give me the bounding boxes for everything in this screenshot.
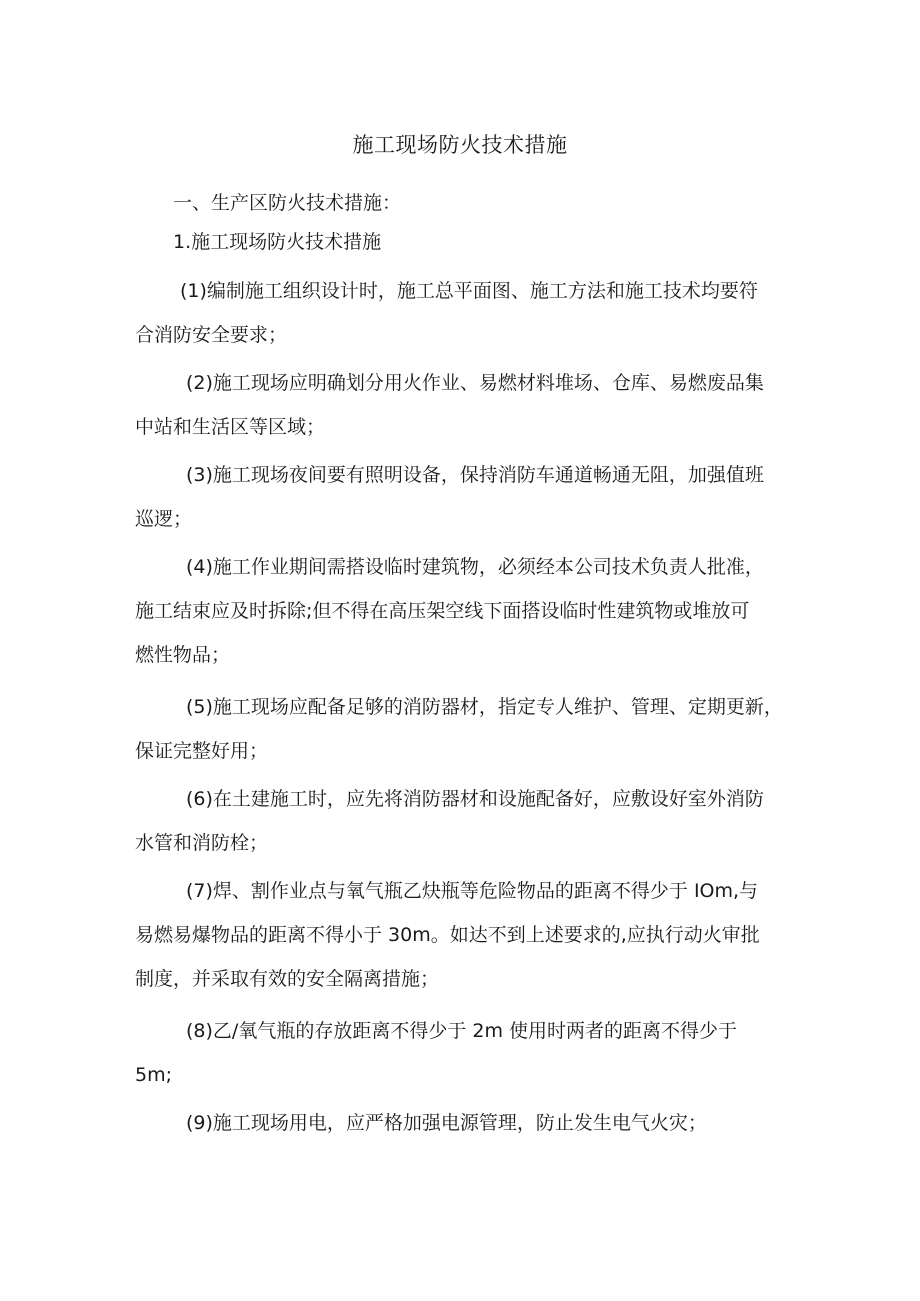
item-7-line-3: 制度，并采取有效的安全隔离措施； [135, 968, 440, 990]
item-2-line-2: 中站和生活区等区域； [135, 416, 326, 438]
list-item [135, 544, 790, 678]
item-4-line-3: 燃性物品； [135, 644, 231, 666]
item-7-line-2: 易燃易爆物品的距离不得小于 30m。如达不到上述要求的,应执行动火审批 [135, 924, 760, 946]
item-8-line-2: 5m; [135, 1064, 172, 1086]
item-8-line-1: (8)乙/氧气瓶的存放距离不得少于 2m 使用时两者的距离不得少于 [186, 1020, 737, 1042]
item-1-line-2: 合消防安全要求； [135, 324, 288, 346]
list-item [135, 868, 790, 1002]
item-1-line-1: (1)编制施工组织设计时，施工总平面图、施工方法和施工技术均要符 [180, 280, 758, 302]
list-item [135, 684, 790, 774]
list-item [135, 268, 790, 358]
item-6-line-1: (6)在土建施工时，应先将消防器材和设施配备好，应敷设好室外消防 [186, 788, 764, 810]
item-3-line-1: (3)施工现场夜间要有照明设备，保持消防车通道畅通无阻，加强值班 [186, 464, 764, 486]
item-7-line-1: (7)焊、割作业点与氧气瓶乙炔瓶等危险物品的距离不得少于 IOm,与 [186, 880, 759, 902]
page-title: 施工现场防火技术措施 [352, 133, 568, 157]
list-item [135, 776, 790, 866]
list-item [135, 452, 790, 542]
section-heading: 一、生产区防火技术措施： [173, 192, 402, 214]
item-9-line-1: (9)施工现场用电，应严格加强电源管理，防止发生电气火灾； [186, 1112, 707, 1134]
item-2-line-1: (2)施工现场应明确划分用火作业、易燃材料堆场、仓库、易燃废品集 [186, 372, 764, 394]
list-item [135, 360, 790, 450]
item-4-line-1: (4)施工作业期间需搭设临时建筑物，必须经本公司技术负责人批准， [186, 556, 764, 578]
list-item [135, 1100, 790, 1146]
item-5-line-1: (5)施工现场应配备足够的消防器材，指定专人维护、管理、定期更新， [186, 696, 783, 718]
list-item [135, 1008, 790, 1098]
item-4-line-2: 施工结束应及时拆除;但不得在高压架空线下面搭设临时性建筑物或堆放可 [135, 600, 750, 622]
subsection-heading: 1.施工现场防火技术措施 [173, 231, 382, 253]
item-5-line-2: 保证完整好用； [135, 740, 269, 762]
item-6-line-2: 水管和消防栓； [135, 832, 269, 854]
item-3-line-2: 巡逻； [135, 508, 193, 530]
